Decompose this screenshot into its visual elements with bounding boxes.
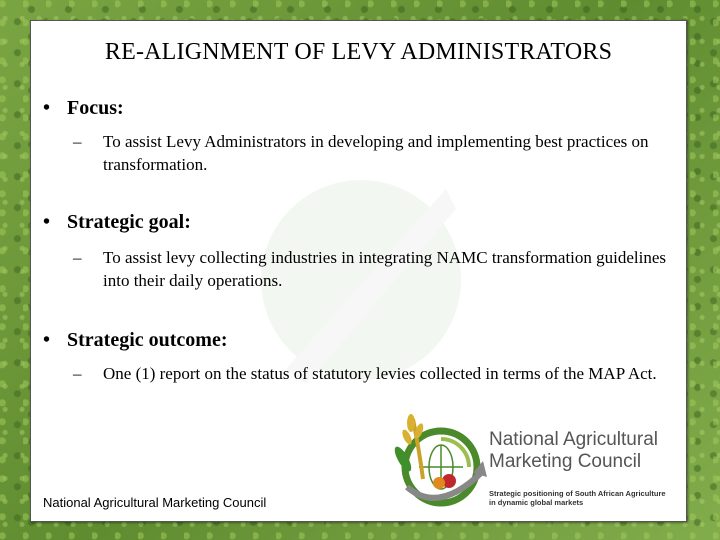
- logo-organization-name: [489, 429, 658, 473]
- bullet-focus: [43, 97, 124, 120]
- sub-bullet-text: To assist Levy Administrators in developing and implementing best practices on transformation.: [103, 132, 649, 174]
- sub-bullet-text: One (1) report on the status of statutory levies collected in terms of the MAP Act.: [103, 364, 657, 383]
- dash-icon: –: [73, 364, 82, 383]
- dash-icon: –: [73, 132, 82, 151]
- slide-canvas: [30, 20, 687, 522]
- logo-name-line1: National Agricultural: [489, 429, 658, 450]
- dash-icon: –: [73, 248, 82, 267]
- footer-organization: National Agricultural Marketing Council: [43, 495, 267, 510]
- logo-name-line2: Marketing Council: [489, 451, 642, 472]
- namc-emblem-icon: [389, 409, 489, 517]
- logo-tagline-line1: Strategic positioning of South African Agriculture: [489, 489, 666, 498]
- bullet-heading: Strategic goal:: [67, 211, 191, 233]
- bullet-heading: Strategic outcome:: [67, 329, 228, 351]
- namc-logo: [389, 409, 681, 517]
- bullet-strategic-outcome: [43, 329, 228, 352]
- sub-bullet-text: To assist levy collecting industries in integrating NAMC transformation guidelines into their daily operations.: [103, 248, 667, 290]
- bullet-icon: •: [43, 211, 51, 233]
- bullet-heading: Focus:: [67, 97, 124, 119]
- bullet-icon: •: [43, 97, 51, 119]
- sub-bullet-focus: [73, 130, 683, 176]
- bullet-icon: •: [43, 329, 51, 351]
- sub-bullet-strategic-outcome: [73, 362, 683, 385]
- slide-title: RE-ALIGNMENT OF LEVY ADMINISTRATORS: [104, 39, 613, 65]
- sub-bullet-strategic-goal: [73, 246, 683, 292]
- logo-tagline: [489, 489, 666, 507]
- logo-tagline-line2: in dynamic global markets: [489, 498, 584, 507]
- bullet-strategic-goal: [43, 211, 191, 234]
